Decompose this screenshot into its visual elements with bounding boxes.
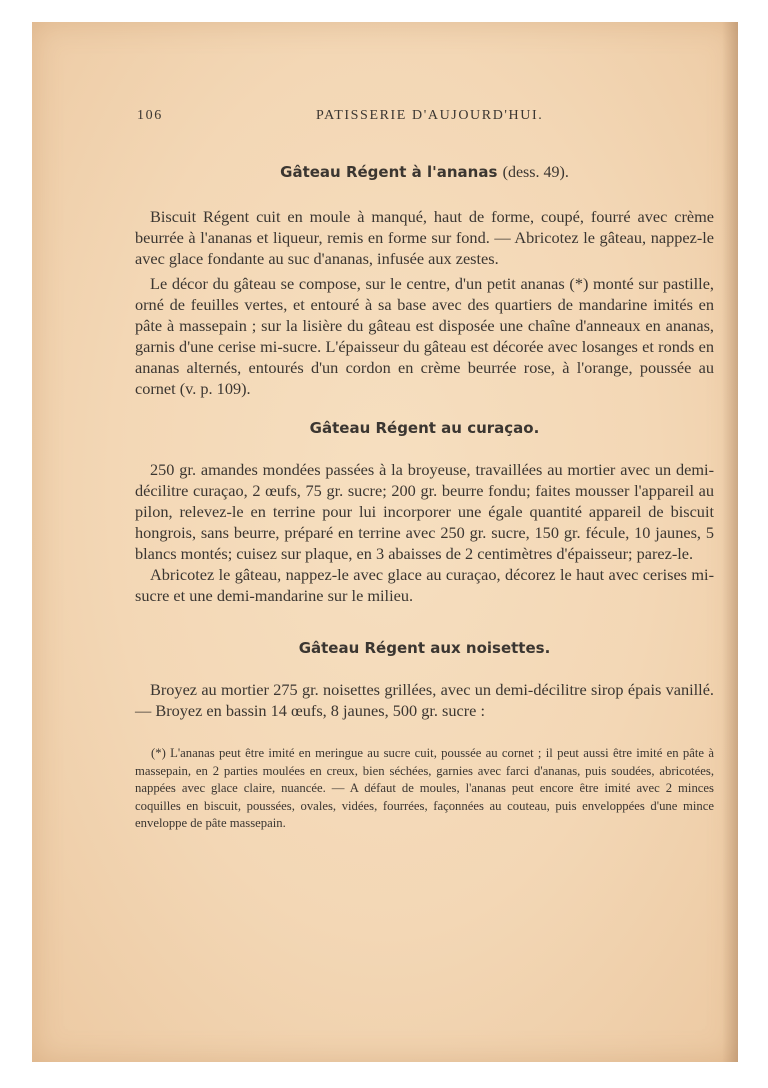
- section-title-text: Gâteau Régent à l'ananas: [280, 163, 498, 181]
- section-title-curacao: Gâteau Régent au curaçao.: [309, 419, 540, 437]
- illustration-reference: (dess. 49).: [502, 164, 569, 181]
- paragraph-ananas-recipe: Biscuit Régent cuit en moule à manqué, haut de forme, coupé, fourré avec crème beurrée à l'ananas et liqueur, remis en forme sur fond. — Abricotez le gâteau, nappez-le avec glace fondante au suc d'ananas, infusée aux zestes.: [135, 207, 714, 268]
- footnote: (*) L'ananas peut être imité en meringue au sucre cuit, poussée au cornet ; il peut aussi être imité en pâte à massepain, en 2 parties moulées en creux, bien séchées, garnies avec farci d'ananas, puis soudées, abricotées, nappées avec glace claire, nuancée. — A défaut de moules, l'ananas peut encore être imité avec 2 minces coquilles en biscuit, poussées, ovales, vidées, fourrées, façonnées au couteau, puis enveloppées d'une mince enveloppe de pâte massepain.: [135, 746, 714, 830]
- section-title-ananas: [135, 163, 714, 182]
- page-number: 106: [137, 108, 163, 123]
- paragraph-curacao-recipe: 250 gr. amandes mondées passées à la broyeuse, travaillées au mortier avec un demi-décilitre curaçao, 2 œufs, 75 gr. sucre; 200 gr. beurre fondu; faites mousser l'appareil au pilon, relevez-le en terrine pour lui incorporer une égale quantité appareil de biscuit hongrois, sans beurre, préparé en terrine avec 250 gr. sucre, 150 gr. fécule, 10 jaunes, 5 blancs montés; cuisez sur plaque, en 3 abaisses de 2 centimètres d'épaisseur; parez-le.: [135, 460, 714, 563]
- paragraph-curacao-finish: Abricotez le gâteau, nappez-le avec glace au curaçao, décorez le haut avec cerises mi-sucre et une demi-mandarine sur le milieu.: [135, 565, 714, 605]
- section-title-noisettes: Gâteau Régent aux noisettes.: [298, 639, 551, 657]
- running-header: [135, 108, 714, 132]
- page-content: [135, 108, 714, 833]
- running-title: PATISSERIE D'AUJOURD'HUI.: [316, 108, 544, 123]
- paragraph-ananas-decor: Le décor du gâteau se compose, sur le centre, d'un petit ananas (*) monté sur pastille, orné de feuilles vertes, et entouré à sa base avec des quartiers de mandarine imités en pâte à massepain ; sur la lisière du gâteau est disposée une chaîne d'anneaux en ananas, garnis d'une cerise mi-sucre. L'épaisseur du gâteau est décorée avec losanges et ronds en ananas alternés, entourés d'un cordon en crème beurrée rose, à l'orange, poussée au cornet (v. p. 109).: [135, 274, 714, 398]
- paragraph-noisettes-recipe: Broyez au mortier 275 gr. noisettes grillées, avec un demi-décilitre sirop épais vanillé. — Broyez en bassin 14 œufs, 8 jaunes, 500 gr. sucre :: [135, 680, 714, 720]
- book-page: [32, 22, 738, 1062]
- page-spine-shadow: [722, 22, 738, 1062]
